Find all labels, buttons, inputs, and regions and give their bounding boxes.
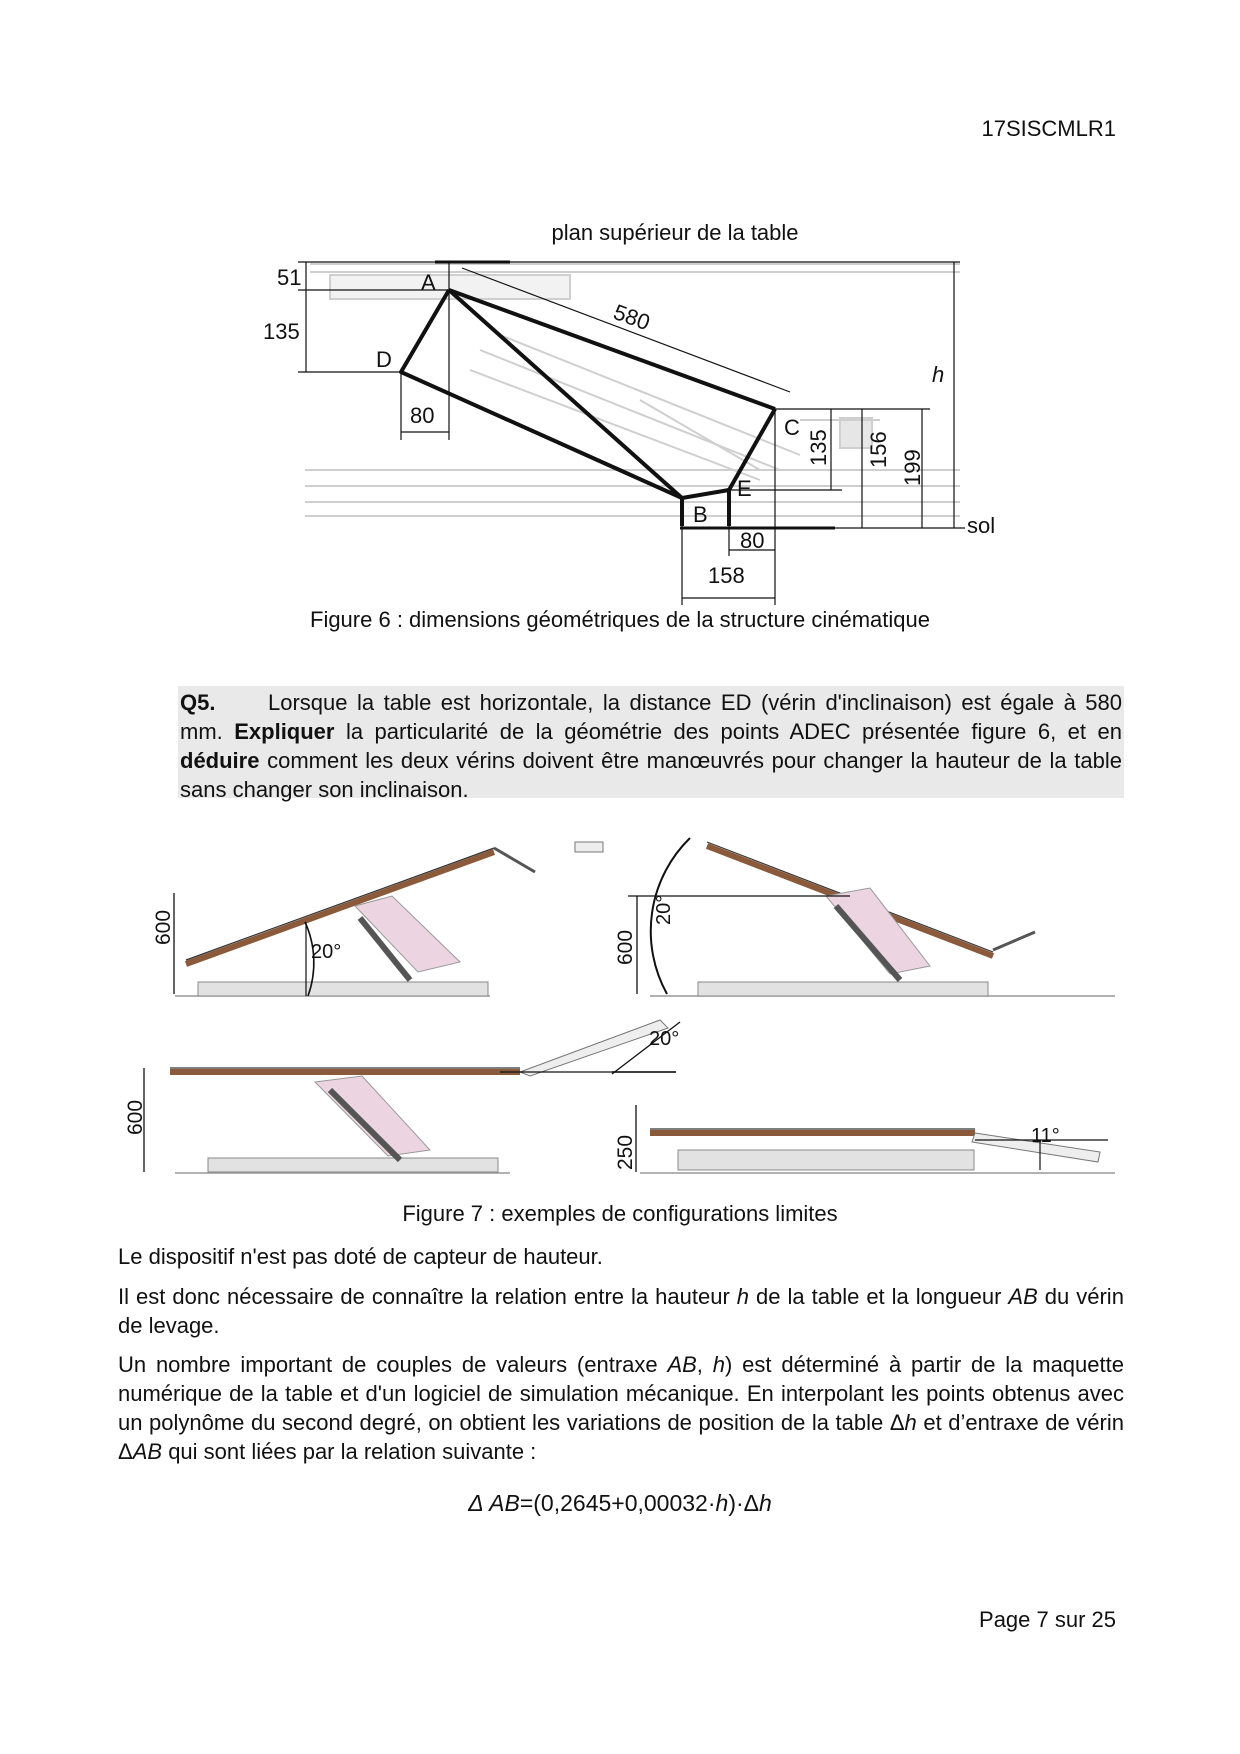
paragraph-3 [118, 1350, 1124, 1466]
figure-7-panel-1 [152, 842, 603, 996]
dim-158: 158 [708, 563, 745, 588]
dim-80-bottom: 80 [740, 528, 765, 553]
p3-var-ab2: AB [132, 1439, 163, 1464]
point-c: C [784, 415, 800, 440]
p2-var-h: h [736, 1284, 750, 1309]
panel-1-height: 600 [152, 909, 175, 945]
document-code: 17SISCMLR1 [981, 116, 1116, 141]
q5-bold-deduire: déduire [180, 748, 260, 773]
p3-text-c: ) est déterminé à partir de la maquette numérique de la table et d'un logiciel de simulation mécanique. En interpolant les points obtenus avec un polynôme du second degré, on obtient les variations de position de la table Δ [118, 1352, 1124, 1435]
page-number: Page 7 sur 25 [979, 1607, 1116, 1632]
figure-6-caption: Figure 6 : dimensions géométriques de la structure cinématique [310, 607, 930, 632]
p3-text-d: et d’entraxe de vérin Δ [118, 1410, 1124, 1464]
formula [0, 1490, 1240, 1517]
formula-h2: h [759, 1490, 772, 1516]
formula-rest: )·Δ [728, 1490, 759, 1516]
p3-var-h: h [712, 1352, 725, 1377]
point-e: E [737, 476, 752, 501]
p3-text-a: Un nombre important de couples de valeurs (entraxe [118, 1352, 658, 1377]
point-a: A [421, 270, 436, 295]
p3-var-ab: AB [667, 1352, 697, 1377]
dim-80-left: 80 [410, 403, 435, 428]
point-b: B [693, 502, 708, 527]
figure-6-top-label: plan supérieur de la table [551, 220, 799, 245]
dim-156: 156 [866, 431, 891, 468]
dim-135-right: 135 [806, 429, 831, 466]
panel-2-angle: 20° [653, 894, 675, 925]
dim-51: 51 [277, 265, 302, 290]
q5-text-2: la particularité de la géométrie des points ADEC présentée figure 6, et en [345, 719, 1122, 744]
p2-text-c: du vérin de levage. [118, 1284, 1124, 1338]
formula-eq: =(0,2645+0,00032· [519, 1490, 716, 1516]
paragraph-2 [118, 1282, 1124, 1340]
paragraph-1: Le dispositif n'est pas doté de capteur de hauteur. [118, 1244, 603, 1269]
p2-var-ab: AB [1008, 1284, 1038, 1309]
figure-7-panel-2 [614, 838, 1115, 996]
p3-text-b: , [696, 1352, 703, 1377]
p3-var-h2: h [904, 1410, 917, 1435]
figure-7-panel-3 [124, 1020, 680, 1173]
q5-number: Q5. [180, 690, 216, 715]
formula-lhs: Δ AB [468, 1490, 520, 1516]
dim-580: 580 [610, 299, 654, 336]
p2-text-b: de la table et la longueur [756, 1284, 1002, 1309]
q5-text-3: comment les deux vérins doivent être manœuvrés pour changer la hauteur de la table sans changer son inclinaison. [180, 748, 1122, 802]
point-d: D [376, 347, 392, 372]
panel-3-angle: 20° [649, 1028, 680, 1050]
p2-text-a: Il est donc nécessaire de connaître la relation entre la hauteur [118, 1284, 730, 1309]
panel-3-height: 600 [124, 1099, 147, 1135]
dim-135-left: 135 [263, 319, 300, 344]
figure-7-caption: Figure 7 : exemples de configurations limites [402, 1201, 838, 1226]
dim-199: 199 [900, 449, 925, 486]
q5-text-1: Lorsque la table est horizontale, la distance ED (vérin d'inclinaison) est égale à 580 mm. [180, 690, 1122, 744]
panel-4-angle: 11° [1031, 1125, 1060, 1147]
label-sol: sol [967, 513, 996, 538]
panel-1-angle: 20° [311, 941, 342, 963]
dim-h: h [932, 362, 945, 387]
p3-text-e: qui sont liées par la relation suivante : [168, 1439, 537, 1464]
panel-4-height: 250 [614, 1134, 637, 1170]
formula-h: h [715, 1490, 729, 1516]
figure-7-panel-4 [614, 1105, 1115, 1173]
panel-2-height: 600 [614, 929, 637, 965]
q5-bold-expliquer: Expliquer [234, 719, 335, 744]
